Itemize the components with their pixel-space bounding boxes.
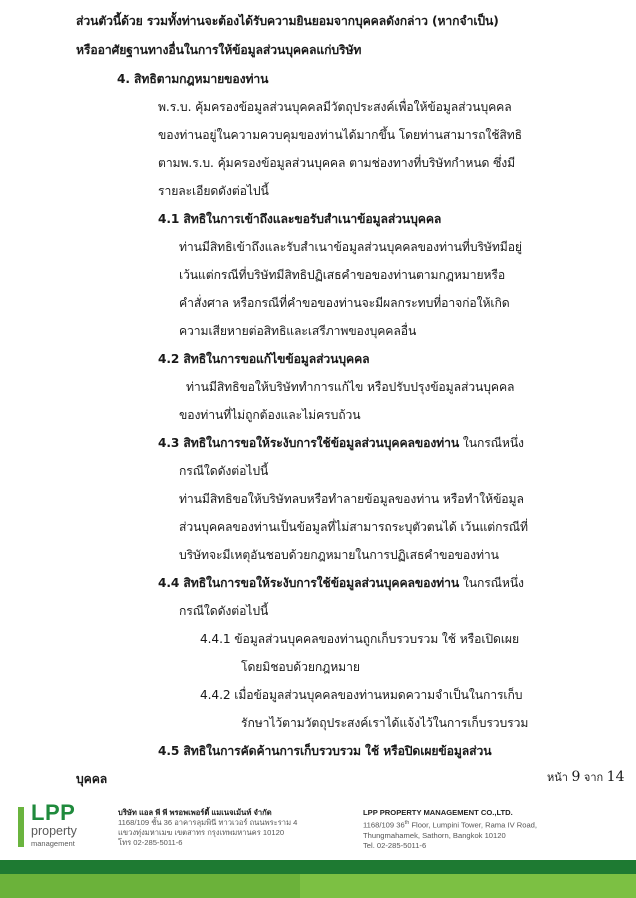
text-line: พ.ร.บ. คุ้มครองข้อมูลส่วนบุคคลมีวัตถุประสงค์เพื่อให้ข้อมูลส่วนบุคคล <box>158 100 512 114</box>
list-item: 4.4.1 ข้อมูลส่วนบุคคลของท่านถูกเก็บรวบรวม ใช้ หรือเปิดเผย <box>200 632 519 646</box>
footer-stripe-dark <box>0 860 636 874</box>
thai-company-name: บริษัท แอล พี พี พรอพเพอร์ตี้ แมเนจเม้นท์ จำกัด <box>118 808 272 817</box>
text-line: ท่านมีสิทธิขอให้บริษัทลบหรือทำลายข้อมูลของท่าน หรือทำให้ข้อมูล <box>179 492 524 506</box>
page-number-prefix: หน้า <box>547 771 572 784</box>
logo-subtext: property <box>31 824 77 838</box>
subsection-heading-bold: 4.4 สิทธิในการขอให้ระงับการใช้ข้อมูลส่วนบุคคลของท่าน <box>158 576 460 590</box>
text-line: ของท่านอยู่ในความควบคุมของท่านได้มากขึ้น โดยท่านสามารถใช้สิทธิ <box>158 128 523 142</box>
text-line: เว้นแต่กรณีที่บริษัทมีสิทธิปฏิเสธคำขอของท่านตามกฎหมายหรือ <box>179 268 506 282</box>
eng-address-part: 1168/109 36 <box>363 820 405 830</box>
eng-phone: Tel. 02-285-5011-6 <box>363 840 427 850</box>
subsection-heading-bold: 4.3 สิทธิในการขอให้ระงับการใช้ข้อมูลส่วนบุคคลของท่าน <box>158 436 460 450</box>
thai-address-line: 1168/109 ชั้น 36 อาคารลุมพินี ทาวเวอร์ ถนนพระราม 4 <box>118 818 298 827</box>
subsection-heading <box>158 574 524 592</box>
text-line: ท่านมีสิทธิเข้าถึงและรับสำเนาข้อมูลส่วนบุคคลของท่านที่บริษัทมีอยู่ <box>179 240 522 254</box>
text-line: คำสั่งศาล หรือกรณีที่คำขอของท่านจะมีผลกระทบที่อาจก่อให้เกิด <box>179 296 510 310</box>
thai-address <box>118 808 297 848</box>
text-line: โดยมิชอบด้วยกฎหมาย <box>241 660 360 674</box>
text-line: รายละเอียดดังต่อไปนี้ <box>158 184 269 198</box>
text-line: ของท่านที่ไม่ถูกต้องและไม่ครบถ้วน <box>179 408 361 422</box>
page-number <box>547 770 624 785</box>
page-number-middle: จาก <box>580 771 607 784</box>
page-number-current: 9 <box>571 769 581 785</box>
eng-company-name: LPP PROPERTY MANAGEMENT CO.,LTD. <box>363 808 513 817</box>
text-line: ตามพ.ร.บ. คุ้มครองข้อมูลส่วนบุคคล ตามช่องทางที่บริษัทกำหนด ซึ่งมี <box>158 156 516 170</box>
eng-address-line: Thungmahamek, Sathorn, Bangkok 10120 <box>363 830 506 840</box>
text-line: ความเสียหายต่อสิทธิและเสรีภาพของบุคคลอื่น <box>179 324 417 338</box>
page-number-total: 14 <box>606 769 625 785</box>
text-line: บุคคล <box>76 772 108 786</box>
subsection-heading-tail: ในกรณีหนึ่ง <box>459 576 524 590</box>
logo-text: LPP <box>31 800 76 825</box>
footer-stripe-light-accent <box>0 874 300 898</box>
eng-address <box>363 808 537 851</box>
text-line: กรณีใดดังต่อไปนี้ <box>179 464 269 478</box>
text-line: กรณีใดดังต่อไปนี้ <box>179 604 269 618</box>
subsection-heading-tail: ในกรณีหนึ่ง <box>459 436 524 450</box>
thai-address-line: แขวงทุ่งมหาเมฆ เขตสาทร กรุงเทพมหานคร 10120 <box>118 828 285 837</box>
text-line: หรืออาศัยฐานทางอื่นในการให้ข้อมูลส่วนบุคคลแก่บริษัท <box>76 43 362 57</box>
subsection-heading <box>158 434 524 452</box>
list-item: 4.4.2 เมื่อข้อมูลส่วนบุคคลของท่านหมดความจำเป็นในการเก็บ <box>200 688 523 702</box>
logo-small-text: management <box>31 839 75 848</box>
subsection-heading: 4.1 สิทธิในการเข้าถึงและขอรับสำเนาข้อมูลส่วนบุคคล <box>158 212 442 226</box>
logo-bar <box>18 807 24 847</box>
section-heading: 4. สิทธิตามกฎหมายของท่าน <box>117 72 269 86</box>
subsection-heading: 4.2 สิทธิในการขอแก้ไขข้อมูลส่วนบุคคล <box>158 352 370 366</box>
eng-address-part: Floor, Lumpini Tower, Rama IV Road, <box>409 820 538 830</box>
text-line: บริษัทจะมีเหตุอันชอบด้วยกฎหมายในการปฏิเสธคำขอของท่าน <box>179 548 499 562</box>
text-line: ท่านมีสิทธิขอให้บริษัททำการแก้ไข หรือปรับปรุงข้อมูลส่วนบุคคล <box>186 380 515 394</box>
text-line: ส่วนบุคคลของท่านเป็นข้อมูลที่ไม่สามารถระบุตัวตนได้ เว้นแต่กรณีที่ <box>179 520 528 534</box>
subsection-heading: 4.5 สิทธิในการคัดค้านการเก็บรวบรวม ใช้ หรือปิดเผยข้อมูลส่วน <box>158 744 492 758</box>
eng-address-sup: th <box>404 820 410 826</box>
thai-phone: โทร 02-285-5011-6 <box>118 838 183 847</box>
text-line: ส่วนตัวนี้ด้วย รวมทั้งท่านจะต้องได้รับความยินยอมจากบุคคลดังกล่าว (หากจำเป็น) <box>76 14 499 28</box>
eng-address-line <box>363 818 537 831</box>
text-line: รักษาไว้ตามวัตถุประสงค์เราได้แจ้งไว้ในการเก็บรวบรวม <box>241 716 529 730</box>
